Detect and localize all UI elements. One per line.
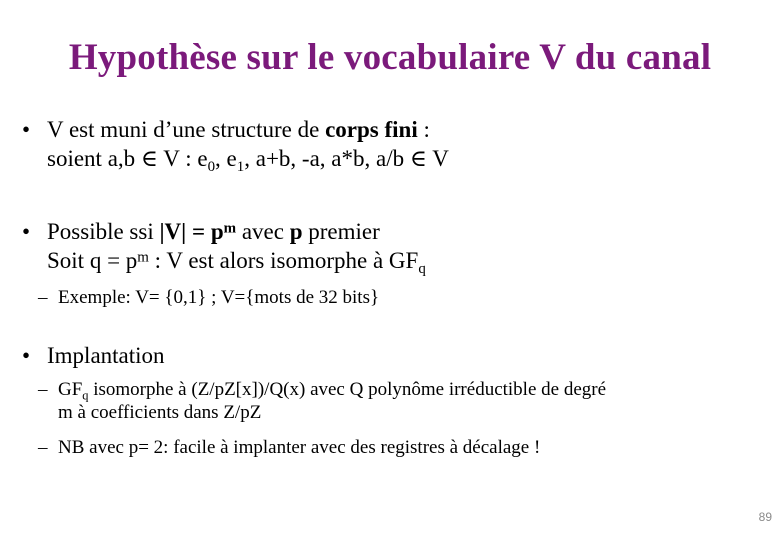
bullet-dot: • (22, 219, 31, 244)
sub-bullet-nb-text: NB avec p= 2: facile à implanter avec des registres à décalage ! (58, 437, 541, 458)
page-number: 89 (758, 510, 772, 524)
dash: – (38, 287, 48, 308)
sub-bullet-gfq-line-1: $GF_q$ isomorphe à (Z/pZ[x])/Q(x) avec Q polynôme irréductible de degré (58, 379, 607, 403)
bullet-dot: • (22, 117, 31, 142)
slide-title: Hypothèse sur le vocabulaire V du canal (68, 37, 712, 78)
bullet-1-line-1: V est muni d’une structure de corps fini : (47, 117, 430, 142)
bullet-dot: • (22, 343, 31, 368)
bullet-3-label: Implantation (47, 343, 165, 368)
bullet-2-line-2: Soit $q = p^m$ : V est alors isomorphe à $GF_q$ (47, 248, 426, 278)
sub-bullet-example-text: Exemple: V= {0,1} ; V={mots de 32 bits} (58, 287, 380, 308)
bullet-1-line-2: soient a,b ∈ V : $e_0$, $e_1$, a+b, -a, a*b, a/b ∈ V (47, 146, 449, 176)
dash: – (38, 437, 48, 458)
dash: – (38, 379, 48, 400)
bullet-2-line-1: Possible ssi $|V| = p^m$ avec p premier (47, 219, 380, 244)
sub-bullet-gfq-line-2: m à coefficients dans Z/pZ (58, 402, 262, 423)
